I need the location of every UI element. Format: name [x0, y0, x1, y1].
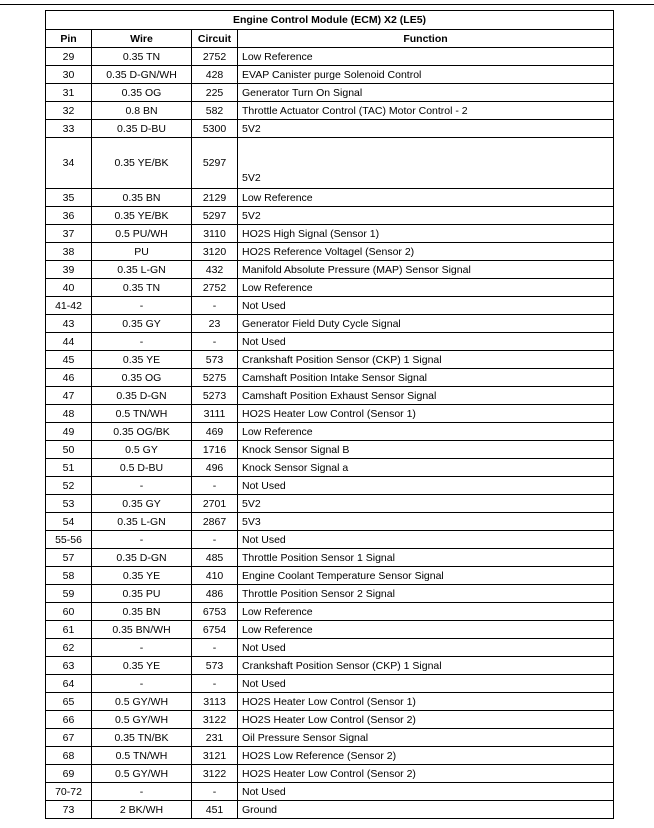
table-row	[46, 513, 614, 531]
pin-cell: 57	[46, 549, 92, 567]
pin-cell: 58	[46, 567, 92, 585]
pin-cell: 70-72	[46, 783, 92, 801]
wire-cell: 0.35 BN/WH	[92, 621, 192, 639]
pin-cell: 44	[46, 333, 92, 351]
circuit-cell: 231	[192, 729, 238, 747]
table-row	[46, 747, 614, 765]
circuit-cell: 3111	[192, 405, 238, 423]
function-cell: 5V2	[238, 495, 614, 513]
table-row	[46, 765, 614, 783]
header-circuit: Circuit	[192, 30, 238, 48]
wire-cell: 0.35 BN	[92, 603, 192, 621]
table-row	[46, 243, 614, 261]
wire-cell: 0.5 GY	[92, 441, 192, 459]
function-cell: HO2S Heater Low Control (Sensor 1)	[238, 405, 614, 423]
pin-cell: 51	[46, 459, 92, 477]
table-row	[46, 297, 614, 315]
circuit-cell: 2752	[192, 48, 238, 66]
pin-cell: 48	[46, 405, 92, 423]
circuit-cell: -	[192, 333, 238, 351]
circuit-cell: 486	[192, 585, 238, 603]
table-row	[46, 423, 614, 441]
circuit-cell: 225	[192, 84, 238, 102]
function-cell: Not Used	[238, 675, 614, 693]
pin-cell: 30	[46, 66, 92, 84]
circuit-cell: 5300	[192, 120, 238, 138]
function-cell: Low Reference	[238, 279, 614, 297]
circuit-cell: 6753	[192, 603, 238, 621]
table-row	[46, 279, 614, 297]
pin-cell: 32	[46, 102, 92, 120]
table-row	[46, 693, 614, 711]
pin-cell: 53	[46, 495, 92, 513]
table-title: Engine Control Module (ECM) X2 (LE5)	[46, 11, 614, 30]
table-row	[46, 567, 614, 585]
table-row	[46, 369, 614, 387]
function-cell: 5V2	[238, 207, 614, 225]
wire-cell: 0.5 D-BU	[92, 459, 192, 477]
pin-cell: 66	[46, 711, 92, 729]
table-title-row	[46, 11, 614, 30]
wire-cell: -	[92, 531, 192, 549]
function-cell: 5V2	[238, 120, 614, 138]
wire-cell: 0.35 YE	[92, 351, 192, 369]
function-cell: Not Used	[238, 531, 614, 549]
wire-cell: 0.8 BN	[92, 102, 192, 120]
function-cell: HO2S Reference Voltagel (Sensor 2)	[238, 243, 614, 261]
table-row	[46, 138, 614, 189]
circuit-cell: 410	[192, 567, 238, 585]
table-row	[46, 120, 614, 138]
pin-cell: 29	[46, 48, 92, 66]
function-cell: Not Used	[238, 297, 614, 315]
table-row	[46, 477, 614, 495]
circuit-cell: 2867	[192, 513, 238, 531]
table-row	[46, 459, 614, 477]
pin-cell: 50	[46, 441, 92, 459]
function-cell: Generator Turn On Signal	[238, 84, 614, 102]
circuit-cell: 3122	[192, 711, 238, 729]
function-cell: Ground	[238, 801, 614, 819]
wire-cell: 0.35 OG	[92, 369, 192, 387]
page-top-rule	[0, 4, 654, 5]
pin-cell: 43	[46, 315, 92, 333]
circuit-cell: 5297	[192, 207, 238, 225]
pin-cell: 36	[46, 207, 92, 225]
wire-cell: 0.35 D-BU	[92, 120, 192, 138]
function-cell: Throttle Position Sensor 2 Signal	[238, 585, 614, 603]
function-cell: Knock Sensor Signal a	[238, 459, 614, 477]
function-cell: Knock Sensor Signal B	[238, 441, 614, 459]
wire-cell: 0.35 YE	[92, 567, 192, 585]
function-cell: Crankshaft Position Sensor (CKP) 1 Signal	[238, 351, 614, 369]
wire-cell: 0.35 BN	[92, 189, 192, 207]
pin-cell: 65	[46, 693, 92, 711]
function-cell: Manifold Absolute Pressure (MAP) Sensor Signal	[238, 261, 614, 279]
function-cell: HO2S Heater Low Control (Sensor 1)	[238, 693, 614, 711]
table-row	[46, 675, 614, 693]
function-cell: Camshaft Position Exhaust Sensor Signal	[238, 387, 614, 405]
function-cell: Low Reference	[238, 603, 614, 621]
wire-cell: -	[92, 297, 192, 315]
circuit-cell: 3113	[192, 693, 238, 711]
wire-cell: 0.35 TN/BK	[92, 729, 192, 747]
wire-cell: -	[92, 675, 192, 693]
function-cell: Oil Pressure Sensor Signal	[238, 729, 614, 747]
wire-cell: 0.35 TN	[92, 48, 192, 66]
table-row	[46, 48, 614, 66]
wire-cell: 0.5 PU/WH	[92, 225, 192, 243]
table-row	[46, 189, 614, 207]
table-row	[46, 387, 614, 405]
function-cell: Low Reference	[238, 423, 614, 441]
circuit-cell: 1716	[192, 441, 238, 459]
function-cell: Low Reference	[238, 48, 614, 66]
wire-cell: 0.35 TN	[92, 279, 192, 297]
function-cell: EVAP Canister purge Solenoid Control	[238, 66, 614, 84]
pin-cell: 37	[46, 225, 92, 243]
wire-cell: 0.35 D-GN	[92, 549, 192, 567]
table-row	[46, 621, 614, 639]
table-body	[46, 48, 614, 819]
table-row	[46, 261, 614, 279]
wire-cell: 0.5 GY/WH	[92, 765, 192, 783]
wire-cell: PU	[92, 243, 192, 261]
circuit-cell: 23	[192, 315, 238, 333]
wire-cell: -	[92, 477, 192, 495]
function-cell: Not Used	[238, 639, 614, 657]
circuit-cell: 432	[192, 261, 238, 279]
circuit-cell: 469	[192, 423, 238, 441]
function-cell: Camshaft Position Intake Sensor Signal	[238, 369, 614, 387]
pin-cell: 47	[46, 387, 92, 405]
pin-cell: 33	[46, 120, 92, 138]
circuit-cell: 485	[192, 549, 238, 567]
circuit-cell: 2701	[192, 495, 238, 513]
header-wire: Wire	[92, 30, 192, 48]
table-row	[46, 801, 614, 819]
pin-cell: 41-42	[46, 297, 92, 315]
circuit-cell: 5297	[192, 138, 238, 189]
pin-cell: 64	[46, 675, 92, 693]
circuit-cell: 3120	[192, 243, 238, 261]
table-header-row	[46, 30, 614, 48]
circuit-cell: -	[192, 639, 238, 657]
wire-cell: 0.35 OG	[92, 84, 192, 102]
function-cell: Not Used	[238, 333, 614, 351]
table-row	[46, 315, 614, 333]
circuit-cell: 496	[192, 459, 238, 477]
header-function: Function	[238, 30, 614, 48]
pin-cell: 60	[46, 603, 92, 621]
circuit-cell: 5273	[192, 387, 238, 405]
circuit-cell: -	[192, 477, 238, 495]
wire-cell: 0.35 PU	[92, 585, 192, 603]
table-row	[46, 549, 614, 567]
table-row	[46, 711, 614, 729]
circuit-cell: 573	[192, 351, 238, 369]
table-row	[46, 333, 614, 351]
table-row	[46, 531, 614, 549]
circuit-cell: 451	[192, 801, 238, 819]
table-row	[46, 495, 614, 513]
table-row	[46, 783, 614, 801]
wire-cell: 0.35 YE/BK	[92, 207, 192, 225]
pin-cell: 49	[46, 423, 92, 441]
circuit-cell: 3122	[192, 765, 238, 783]
wire-cell: 0.5 GY/WH	[92, 711, 192, 729]
pin-cell: 62	[46, 639, 92, 657]
pin-cell: 38	[46, 243, 92, 261]
function-cell: Not Used	[238, 477, 614, 495]
wire-cell: 0.5 TN/WH	[92, 747, 192, 765]
function-cell: Low Reference	[238, 621, 614, 639]
pin-cell: 35	[46, 189, 92, 207]
circuit-cell: 2129	[192, 189, 238, 207]
wire-cell: -	[92, 639, 192, 657]
function-cell: HO2S Heater Low Control (Sensor 2)	[238, 711, 614, 729]
circuit-cell: 6754	[192, 621, 238, 639]
wire-cell: 0.35 GY	[92, 495, 192, 513]
table-row	[46, 207, 614, 225]
table-row	[46, 441, 614, 459]
table-row	[46, 729, 614, 747]
wire-cell: 0.35 L-GN	[92, 261, 192, 279]
table-row	[46, 351, 614, 369]
table-row	[46, 639, 614, 657]
pin-cell: 73	[46, 801, 92, 819]
pin-cell: 63	[46, 657, 92, 675]
circuit-cell: 2752	[192, 279, 238, 297]
table-row	[46, 66, 614, 84]
circuit-cell: -	[192, 531, 238, 549]
function-cell: 5V3	[238, 513, 614, 531]
function-cell: HO2S High Signal (Sensor 1)	[238, 225, 614, 243]
pin-cell: 68	[46, 747, 92, 765]
wire-cell: 0.35 D-GN/WH	[92, 66, 192, 84]
function-cell: Generator Field Duty Cycle Signal	[238, 315, 614, 333]
function-cell: Engine Coolant Temperature Sensor Signal	[238, 567, 614, 585]
table-row	[46, 585, 614, 603]
circuit-cell: -	[192, 783, 238, 801]
function-cell: HO2S Low Reference (Sensor 2)	[238, 747, 614, 765]
wire-cell: -	[92, 333, 192, 351]
wire-cell: 0.35 L-GN	[92, 513, 192, 531]
pin-cell: 46	[46, 369, 92, 387]
connector-pinout-table	[45, 10, 614, 819]
header-pin: Pin	[46, 30, 92, 48]
circuit-cell: 582	[192, 102, 238, 120]
function-cell: Low Reference	[238, 189, 614, 207]
function-cell: Throttle Position Sensor 1 Signal	[238, 549, 614, 567]
circuit-cell: 5275	[192, 369, 238, 387]
pin-cell: 45	[46, 351, 92, 369]
function-cell: Not Used	[238, 783, 614, 801]
pin-cell: 55-56	[46, 531, 92, 549]
pin-cell: 59	[46, 585, 92, 603]
circuit-cell: 428	[192, 66, 238, 84]
wire-cell: 0.5 GY/WH	[92, 693, 192, 711]
pin-cell: 61	[46, 621, 92, 639]
table-row	[46, 405, 614, 423]
circuit-cell: -	[192, 675, 238, 693]
wire-cell: 2 BK/WH	[92, 801, 192, 819]
pin-cell: 31	[46, 84, 92, 102]
circuit-cell: 3121	[192, 747, 238, 765]
pin-cell: 54	[46, 513, 92, 531]
pin-cell: 52	[46, 477, 92, 495]
wire-cell: -	[92, 783, 192, 801]
circuit-cell: 573	[192, 657, 238, 675]
wire-cell: 0.35 OG/BK	[92, 423, 192, 441]
pin-cell: 67	[46, 729, 92, 747]
function-cell: 5V2	[238, 138, 614, 189]
circuit-cell: 3110	[192, 225, 238, 243]
table-row	[46, 657, 614, 675]
table-row	[46, 603, 614, 621]
wire-cell: 0.35 YE/BK	[92, 138, 192, 189]
wire-cell: 0.35 D-GN	[92, 387, 192, 405]
wire-cell: 0.35 YE	[92, 657, 192, 675]
function-cell: Throttle Actuator Control (TAC) Motor Control - 2	[238, 102, 614, 120]
table-row	[46, 225, 614, 243]
wire-cell: 0.35 GY	[92, 315, 192, 333]
table-row	[46, 102, 614, 120]
pin-cell: 34	[46, 138, 92, 189]
table-row	[46, 84, 614, 102]
function-cell: HO2S Heater Low Control (Sensor 2)	[238, 765, 614, 783]
circuit-cell: -	[192, 297, 238, 315]
function-cell: Crankshaft Position Sensor (CKP) 1 Signal	[238, 657, 614, 675]
pin-cell: 40	[46, 279, 92, 297]
wire-cell: 0.5 TN/WH	[92, 405, 192, 423]
pin-cell: 69	[46, 765, 92, 783]
pin-cell: 39	[46, 261, 92, 279]
